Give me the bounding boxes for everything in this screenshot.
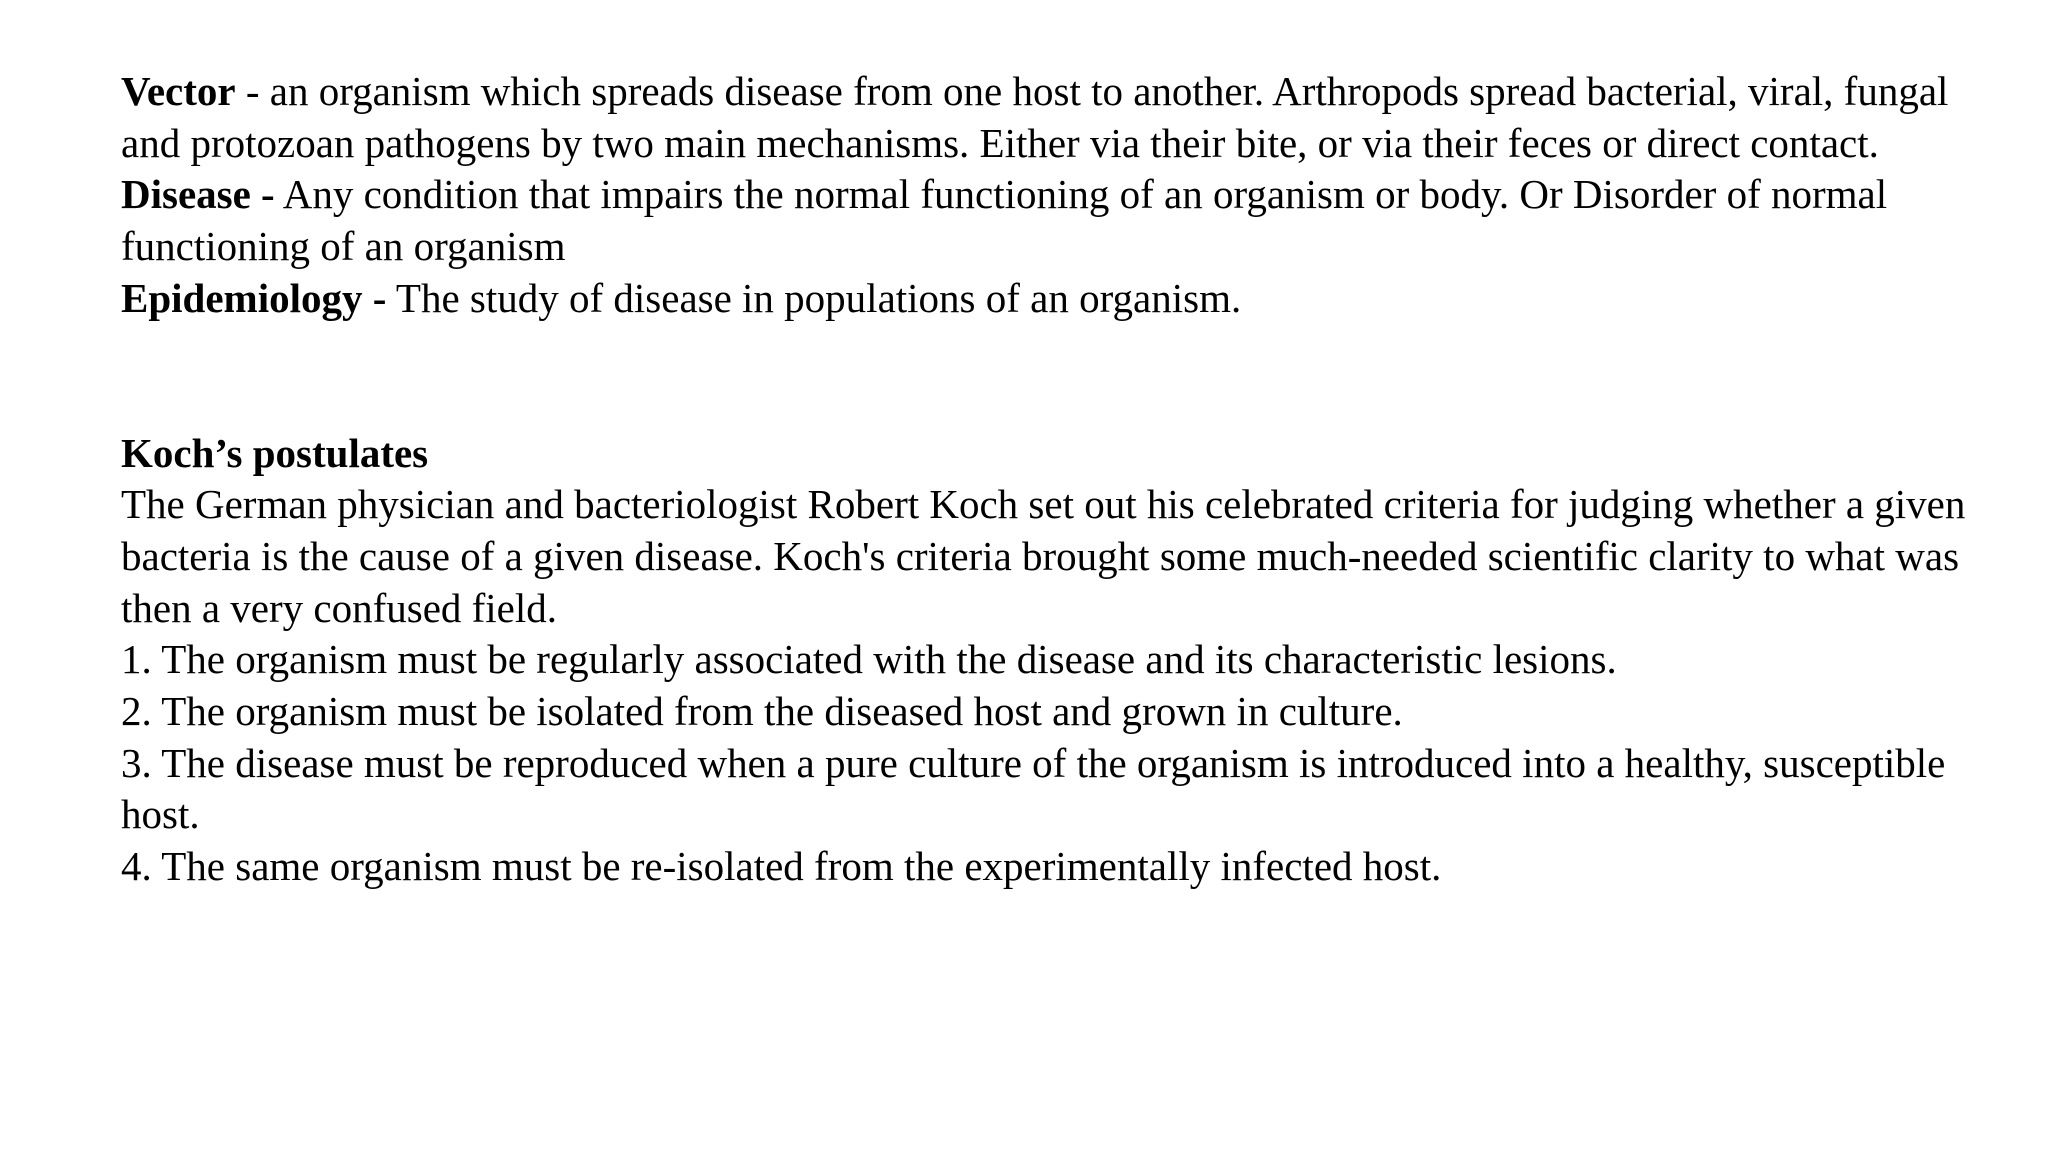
document-page <box>121 66 2001 893</box>
definition-separator: - <box>235 68 270 114</box>
koch-section <box>121 428 2001 893</box>
definitions-section <box>121 66 2001 325</box>
definition-text: The study of disease in populations of an organism. <box>395 274 1242 321</box>
definition-text: Any condition that impairs the normal functioning of an organism or body. Or Disorder of normal functioning of an organism <box>121 171 1888 270</box>
section-intro: The German physician and bacteriologist Robert Koch set out his celebrated criteria for judging whether a given bacteria is the cause of a given disease. Koch's criteria brought some much-needed scientific clarity to what was then a very confused field. <box>121 481 1966 631</box>
definition-epidemiology <box>121 273 2001 325</box>
definition-term: Vector <box>121 68 236 114</box>
definition-separator <box>275 171 283 217</box>
section-heading: Koch’s postulates <box>121 429 429 476</box>
list-item: 4. The same organism must be re-isolated from the experimentally infected host. <box>121 843 1442 890</box>
list-item: 1. The organism must be regularly associated with the disease and its characteristic lesions. <box>121 636 1617 683</box>
definition-text: an organism which spreads disease from one host to another. Arthropods spread bacterial, viral, fungal and protozoan pathogens by two main mechanisms. Either via their bite, or via their feces or direct contact. <box>121 68 1949 166</box>
definition-term: Epidemiology - <box>121 274 387 321</box>
definition-separator <box>386 275 396 321</box>
definition-term: Disease - <box>121 171 275 218</box>
definition-vector <box>121 66 2001 169</box>
list-item: 3. The disease must be reproduced when a pure culture of the organism is introduced into a healthy, susceptible host. <box>121 739 1946 838</box>
list-item: 2. The organism must be isolated from the diseased host and grown in culture. <box>121 688 1403 735</box>
section-spacer <box>121 325 2001 428</box>
postulates-list <box>121 634 2001 893</box>
definition-disease <box>121 169 2001 272</box>
